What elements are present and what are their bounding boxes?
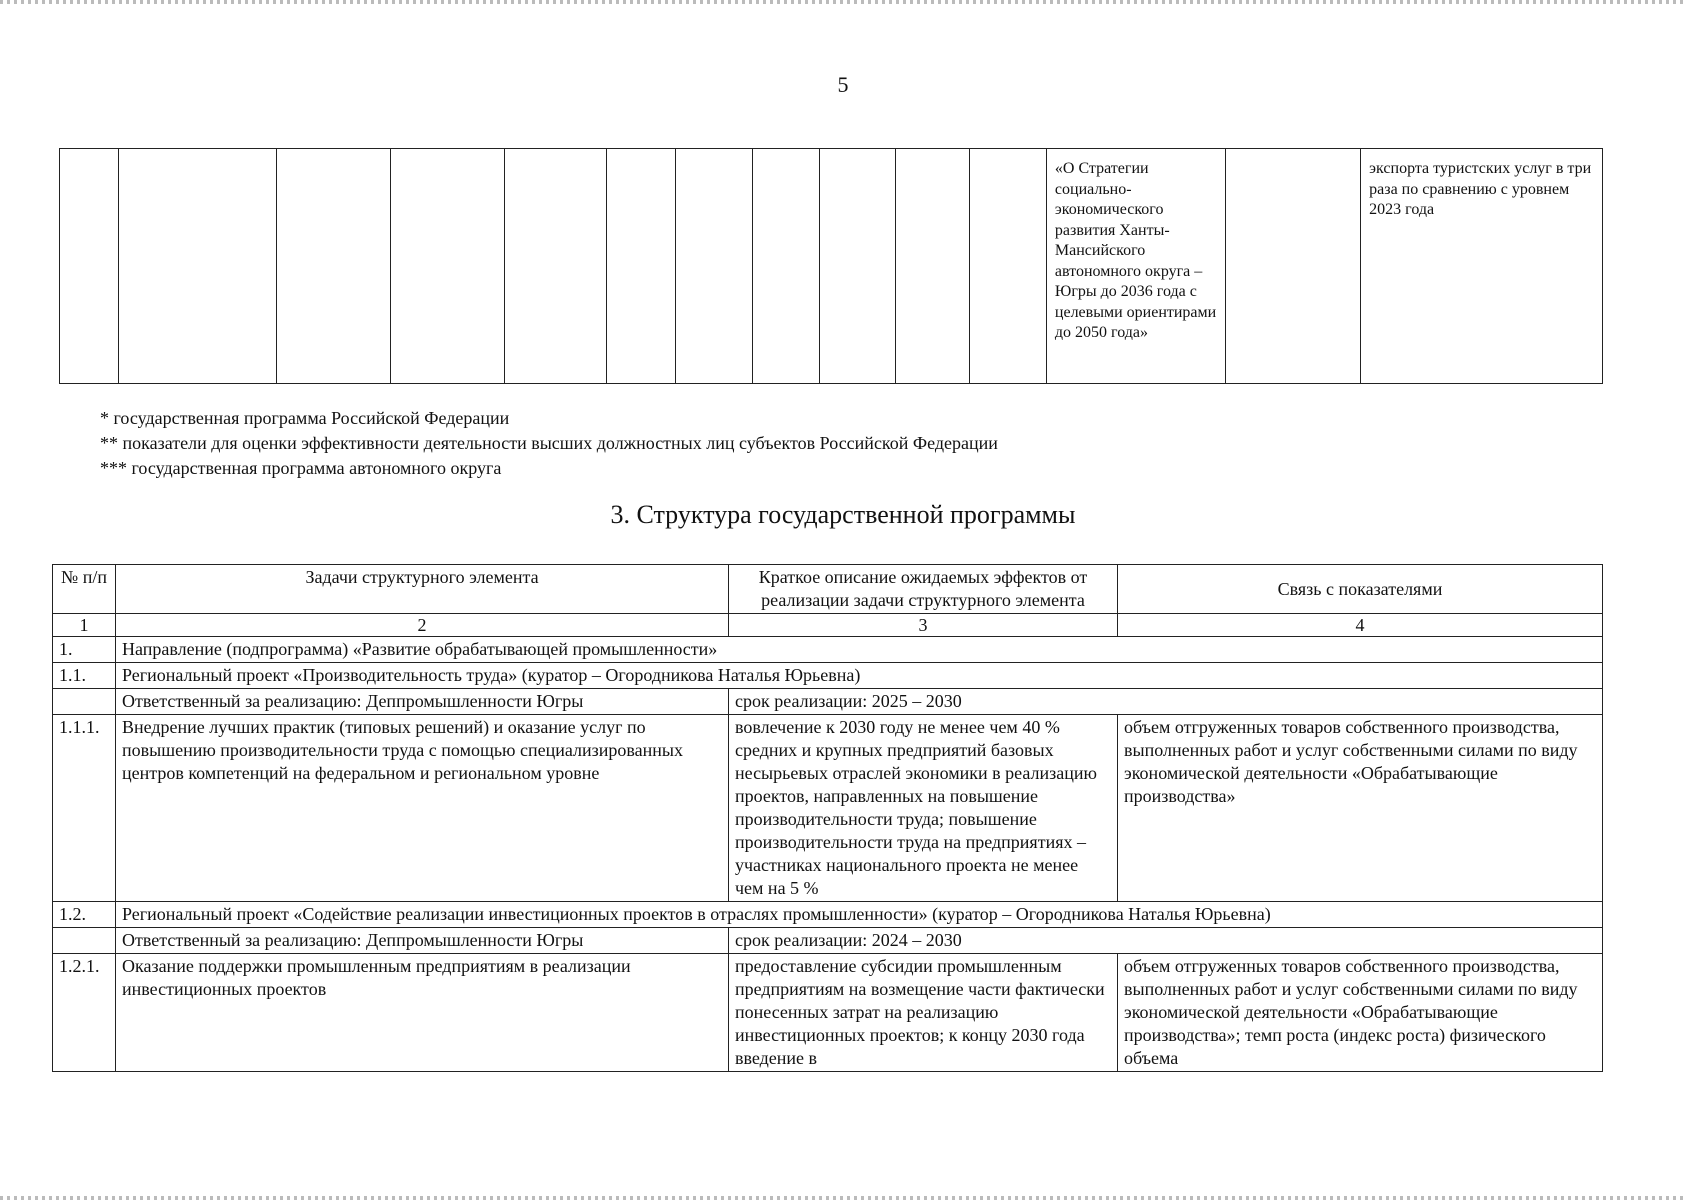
table-row bbox=[53, 689, 1603, 715]
row-number: 1.1.1. bbox=[53, 715, 116, 902]
row-number bbox=[53, 689, 116, 715]
table-cell bbox=[60, 149, 119, 384]
continuation-table bbox=[59, 148, 1603, 384]
column-number: 3 bbox=[729, 614, 1118, 637]
header-indicators: Связь с показателями bbox=[1118, 565, 1603, 614]
responsible-cell: Ответственный за реализацию: Деппромышленности Югры bbox=[116, 928, 729, 954]
effect-cell: вовлечение к 2030 году не менее чем 40 % средних и крупных предприятий базовых несырьевых отраслей экономики в реализацию проектов, направленных на повышение производительности труда; повышение производительности труда на предприятиях – участниках национального проекта не менее чем на 5 % bbox=[729, 715, 1118, 902]
table-row bbox=[53, 902, 1603, 928]
table-cell bbox=[752, 149, 819, 384]
column-number-row bbox=[53, 614, 1603, 637]
direction-title: Направление (подпрограмма) «Развитие обрабатывающей промышленности» bbox=[116, 637, 1603, 663]
term-cell: срок реализации: 2024 – 2030 bbox=[729, 928, 1603, 954]
section-title: 3. Структура государственной программы bbox=[610, 500, 1076, 529]
table-row bbox=[53, 715, 1603, 902]
task-cell: Оказание поддержки промышленным предприятиям в реализации инвестиционных проектов bbox=[116, 954, 729, 1072]
project-title: Региональный проект «Производительность труда» (куратор – Огородникова Наталья Юрьевна) bbox=[116, 663, 1603, 689]
structure-table bbox=[52, 564, 1603, 1072]
column-number: 1 bbox=[53, 614, 116, 637]
column-number: 4 bbox=[1118, 614, 1603, 637]
footnote-2: ** показатели для оценки эффективности деятельности высших должностных лиц субъектов Российской Федерации bbox=[100, 433, 998, 453]
table-row bbox=[53, 928, 1603, 954]
row-number: 1. bbox=[53, 637, 116, 663]
table-cell bbox=[675, 149, 752, 384]
footnote-1: * государственная программа Российской Федерации bbox=[100, 408, 510, 428]
table-cell bbox=[1225, 149, 1361, 384]
column-number: 2 bbox=[116, 614, 729, 637]
task-cell: Внедрение лучших практик (типовых решений) и оказание услуг по повышению производительности труда с помощью специализированных центров компетенций на федеральном и региональном уровне bbox=[116, 715, 729, 902]
table-row bbox=[53, 663, 1603, 689]
scan-top-edge bbox=[0, 0, 1686, 4]
table-row bbox=[53, 954, 1603, 1072]
indicators-cell: объем отгруженных товаров собственного производства, выполненных работ и услуг собственными силами по виду экономической деятельности «Обрабатывающие производства»; темп роста (индекс роста) физического объема bbox=[1118, 954, 1603, 1072]
header-num: № п/п bbox=[53, 565, 116, 614]
header-row bbox=[53, 565, 1603, 614]
table-cell bbox=[970, 149, 1047, 384]
table-row bbox=[53, 637, 1603, 663]
scan-bottom-edge bbox=[0, 1196, 1686, 1200]
header-effect: Краткое описание ожидаемых эффектов от реализации задачи структурного элемента bbox=[729, 565, 1118, 614]
effect-cell: предоставление субсидии промышленным предприятиям на возмещение части фактически понесенных затрат на реализацию инвестиционных проектов; к концу 2030 года введение в bbox=[729, 954, 1118, 1072]
strategy-cell: «О Стратегии социально-экономического развития Ханты-Мансийского автономного округа – Югры до 2036 года с целевыми ориентирами до 2050 года» bbox=[1046, 149, 1225, 384]
indicators-cell: объем отгруженных товаров собственного производства, выполненных работ и услуг собственными силами по виду экономической деятельности «Обрабатывающие производства» bbox=[1118, 715, 1603, 902]
table-cell bbox=[895, 149, 970, 384]
footnote-3: *** государственная программа автономного округа bbox=[100, 458, 502, 478]
table-cell bbox=[819, 149, 895, 384]
responsible-cell: Ответственный за реализацию: Деппромышленности Югры bbox=[116, 689, 729, 715]
table-cell bbox=[504, 149, 606, 384]
table-cell bbox=[391, 149, 505, 384]
footnotes bbox=[100, 406, 998, 481]
row-number: 1.2.1. bbox=[53, 954, 116, 1072]
export-cell: экспорта туристских услуг в три раза по сравнению с уровнем 2023 года bbox=[1361, 149, 1603, 384]
table-cell bbox=[118, 149, 276, 384]
row-number bbox=[53, 928, 116, 954]
project-title: Региональный проект «Содействие реализации инвестиционных проектов в отраслях промышленности» (куратор – Огородникова Наталья Юрьевна) bbox=[116, 902, 1603, 928]
page-number: 5 bbox=[837, 72, 849, 97]
table-cell bbox=[276, 149, 391, 384]
table-cell bbox=[606, 149, 675, 384]
row-number: 1.1. bbox=[53, 663, 116, 689]
continuation-row bbox=[60, 149, 1603, 384]
row-number: 1.2. bbox=[53, 902, 116, 928]
header-task: Задачи структурного элемента bbox=[116, 565, 729, 614]
term-cell: срок реализации: 2025 – 2030 bbox=[729, 689, 1603, 715]
